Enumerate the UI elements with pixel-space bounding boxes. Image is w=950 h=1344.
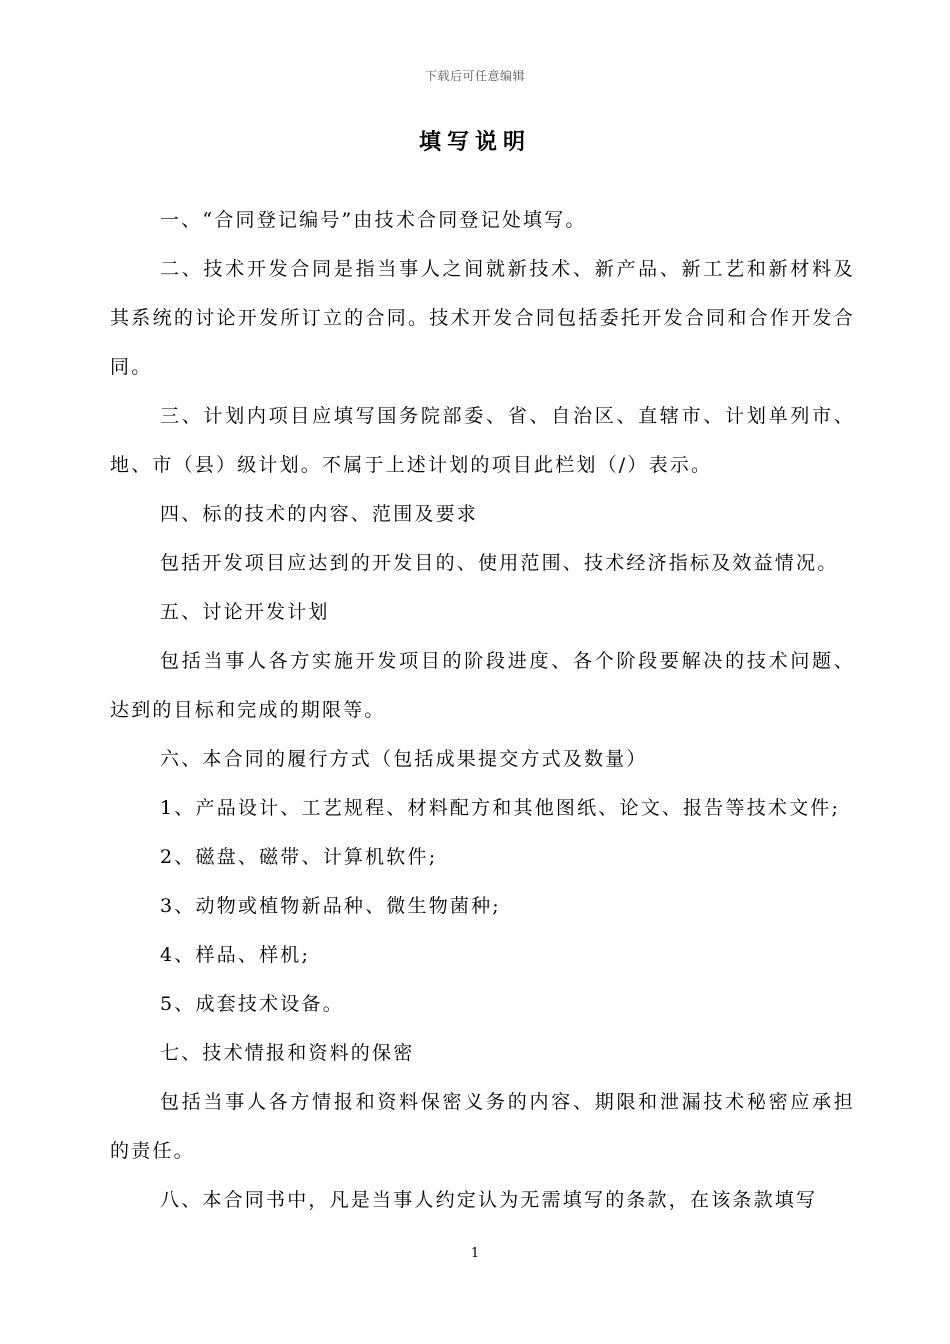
paragraph-8: 八、本合同书中，凡是当事人约定认为无需填写的条款，在该条款填写 [160,1189,818,1211]
list-item-5: 5、成套技术设备。 [160,993,344,1015]
list-item-1: 1、产品设计、工艺规程、材料配方和其他图纸、论文、报告等技术文件; [160,797,841,819]
paragraph-4-heading: 四、标的技术的内容、范围及要求 [160,503,479,525]
paragraph-1: 一、“合同登记编号”由技术合同登记处填写。 [160,209,587,231]
paragraph-5-body: 包括当事人各方实施开发项目的阶段进度、各个阶段要解决的技术问题、达到的目标和完成的期限等。 [110,650,855,721]
paragraph-4-body: 包括开发项目应达到的开发目的、使用范围、技术经济指标及效益情况。 [160,552,839,574]
list-item-4: 4、样品、样机; [160,944,311,966]
header-note: 下载后可任意编辑 [424,69,525,83]
paragraph-5-heading: 五、讨论开发计划 [160,601,330,623]
paragraph-7-body: 包括当事人各方情报和资料保密义务的内容、期限和泄漏技术秘密应承担的责任。 [110,1091,855,1162]
page-title: 填写说明 [418,130,531,155]
list-item-3: 3、动物或植物新品种、微生物菌种; [160,895,501,917]
document-body [110,196,855,1225]
list-item-2: 2、磁盘、磁带、计算机软件; [160,846,438,868]
paragraph-6-heading: 六、本合同的履行方式（包括成果提交方式及数量） [160,748,648,770]
page-number: 1 [470,1246,480,1261]
paragraph-7-heading: 七、技术情报和资料的保密 [160,1042,415,1064]
paragraph-3: 三、计划内项目应填写国务院部委、省、自治区、直辖市、计划单列市、地、市（县）级计划。不属于上述计划的项目此栏划（/）表示。 [110,405,855,476]
paragraph-2: 二、技术开发合同是指当事人之间就新技术、新产品、新工艺和新材料及其系统的讨论开发所订立的合同。技术开发合同包括委托开发合同和合作开发合同。 [110,258,855,378]
